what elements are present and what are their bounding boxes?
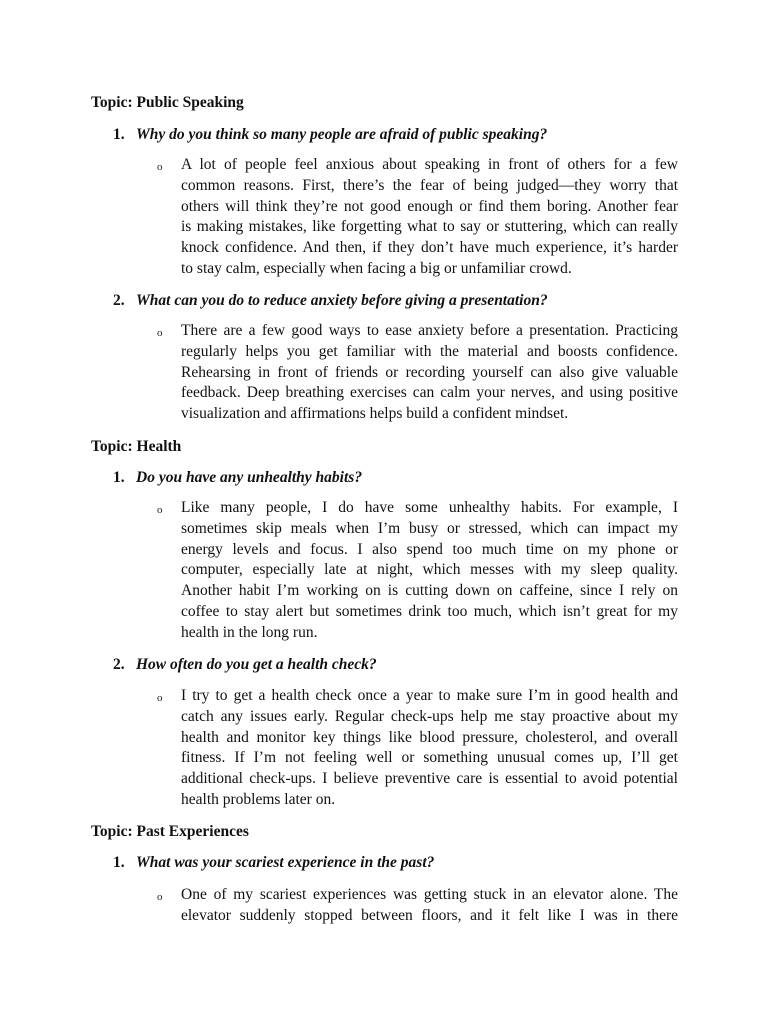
question-text: How often do you get a health check?: [136, 656, 377, 673]
answer-line: health in the long run.: [181, 623, 318, 641]
answer-paragraph: [181, 321, 678, 425]
question-text: Do you have any unhealthy habits?: [136, 469, 363, 486]
question-text: Why do you think so many people are afraid of public speaking?: [136, 126, 548, 143]
answer-line: Like many people, I do have some unhealthy habits. For example, I: [181, 499, 678, 516]
answer-line: elevator suddenly stopped between floors, and it felt like I was in there: [181, 906, 678, 924]
question-text: What was your scariest experience in the past?: [136, 854, 435, 871]
answer-line: visualization and affirmations helps build a confident mindset.: [181, 405, 569, 423]
answer-line: additional check-ups. I believe preventive care is essential to avoid potential: [181, 770, 678, 788]
answer-line: There are a few good ways to ease anxiety before a presentation. Practicing: [181, 322, 678, 339]
bullet-circle-icon: o: [157, 692, 163, 704]
answer-paragraph: [181, 498, 678, 644]
answer-line: computer, especially late at night, which messes with my sleep quality.: [181, 561, 678, 579]
question-number: 2.: [113, 656, 125, 673]
question-number: 1.: [113, 126, 125, 143]
answer-line: health and monitor key things like blood pressure, cholesterol, and overall: [181, 728, 678, 746]
answer-line: Another habit I’m working on is cutting down on caffeine, since I rely on: [181, 582, 678, 600]
answer-line: feedback. Deep breathing exercises can calm your nerves, and using positive: [181, 384, 678, 402]
topic-heading-past-experiences: Topic: Past Experiences: [91, 823, 249, 840]
bullet-circle-icon: o: [157, 504, 163, 516]
answer-line: I try to get a health check once a year to make sure I’m in good health and: [181, 687, 678, 704]
answer-line: sometimes skip meals when I’m busy or stressed, which can impact my: [181, 519, 678, 537]
answer-line: is making mistakes, like forgetting what to say or stuttering, which can really: [181, 218, 678, 236]
bullet-circle-icon: o: [157, 161, 163, 173]
answer-line: Rehearsing in front of friends or recording yourself can also give valuable: [181, 363, 678, 381]
question-item: [113, 125, 547, 145]
question-number: 1.: [113, 854, 125, 871]
answer-line: regularly helps you get familiar with the material and boosts confidence.: [181, 342, 678, 360]
answer-line: common reasons. First, there’s the fear of being judged—they worry that: [181, 176, 678, 194]
question-item: [113, 655, 377, 675]
answer-line: fitness. If I’m not feeling well or something unusual comes up, I’ll get: [181, 749, 678, 767]
answer-paragraph: [181, 885, 678, 927]
question-item: [113, 468, 362, 488]
answer-line: knock confidence. And then, if they don’t have much experience, it’s harder: [181, 239, 678, 257]
answer-line: health problems later on.: [181, 790, 336, 808]
answer-line: to stay calm, especially when facing a big or unfamiliar crowd.: [181, 259, 572, 277]
question-number: 2.: [113, 292, 125, 309]
answer-paragraph: [181, 686, 678, 811]
question-item: [113, 291, 548, 311]
topic-heading-public-speaking: Topic: Public Speaking: [91, 94, 244, 111]
answer-line: A lot of people feel anxious about speaking in front of others for a few: [181, 156, 678, 173]
bullet-circle-icon: o: [157, 327, 163, 339]
answer-line: catch any issues early. Regular check-ups help me stay proactive about my: [181, 707, 678, 725]
answer-line: One of my scariest experiences was getting stuck in an elevator alone. The: [181, 886, 678, 903]
question-number: 1.: [113, 469, 125, 486]
question-text: What can you do to reduce anxiety before giving a presentation?: [136, 292, 548, 309]
answer-line: coffee to stay alert but sometimes drink too much, which isn’t great for my: [181, 602, 678, 620]
answer-line: energy levels and focus. I also spend too much time on my phone or: [181, 540, 678, 558]
question-item: [113, 853, 434, 873]
answer-paragraph: [181, 155, 678, 280]
bullet-circle-icon: o: [157, 891, 163, 903]
topic-heading-health: Topic: Health: [91, 438, 182, 455]
answer-line: others will think they’re not good enough or find them boring. Another fear: [181, 197, 678, 215]
